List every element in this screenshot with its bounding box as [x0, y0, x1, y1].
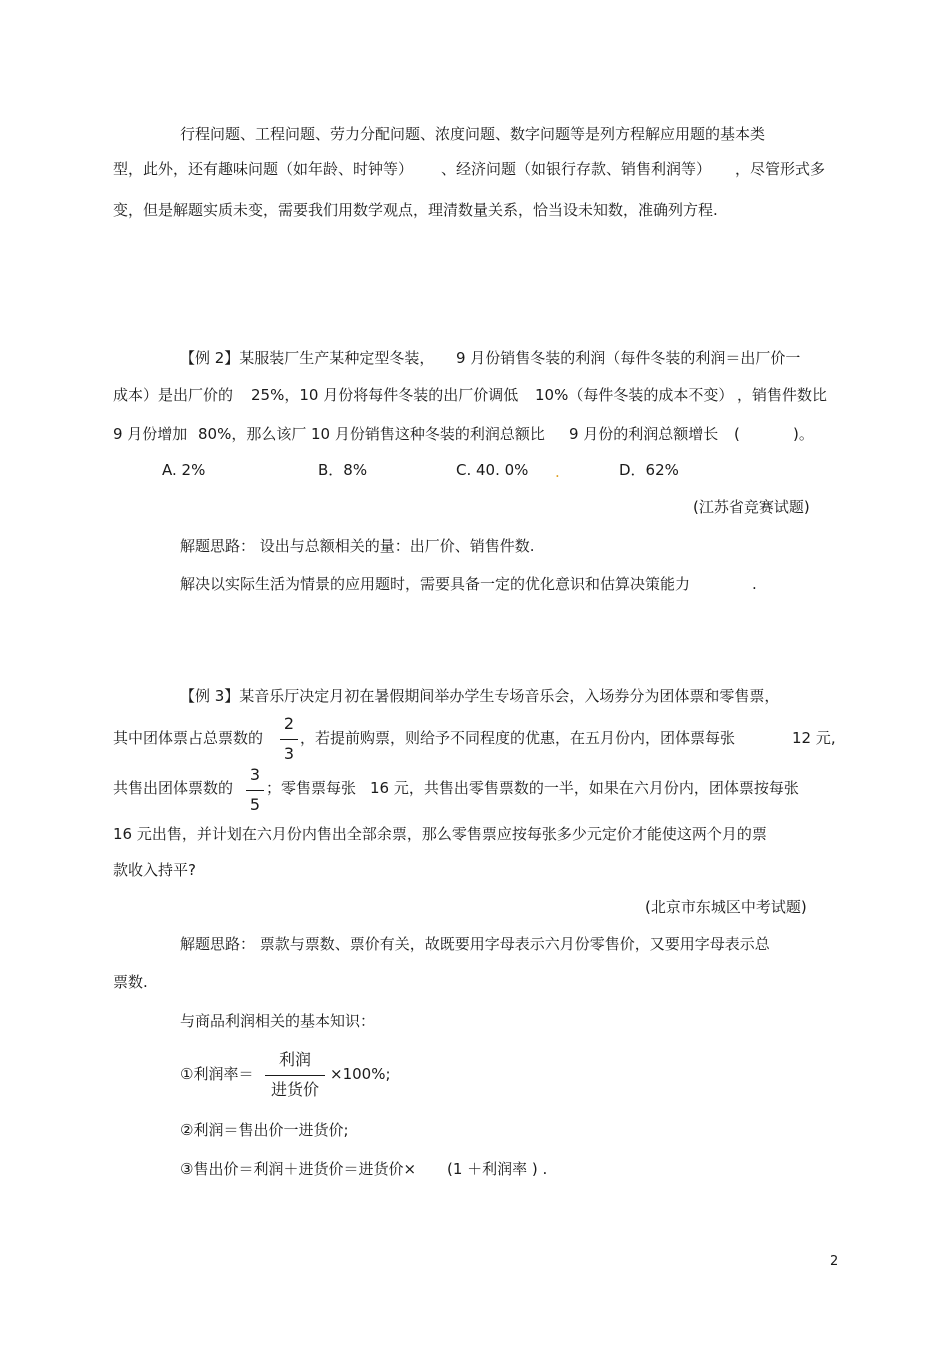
ex2-option-d: D．62%	[619, 461, 679, 479]
ex3-line-2a: 其中团体票占总票数的	[113, 729, 264, 747]
ex3-line-3a: 共售出团体票数的	[113, 779, 234, 797]
ex2-hint-2a: 解决以实际生活为情景的应用题时，需要具备一定的优化意识和估算决策能力	[180, 575, 691, 593]
page-number: 2	[830, 1254, 839, 1269]
ex3-line-4: 16 元出售，并计划在六月份内售出全部余票，那么零售票应按每张多少元定价才能使这两个月的票	[113, 825, 767, 843]
formula-3b: (1 ＋利润率 ) .	[447, 1160, 548, 1178]
fraction-two-thirds	[280, 714, 298, 766]
ex3-source: (北京市东城区中考试题)	[645, 898, 807, 916]
fraction-bar	[246, 790, 264, 791]
intro-line-2b: 、经济问题（如银行存款、销售利润等）	[441, 160, 712, 178]
ex3-line-2b: ，若提前购票，则给予不同程度的优惠，在五月份内，团体票每张	[300, 729, 736, 747]
ex2-source: (江苏省竞赛试题)	[693, 498, 810, 516]
ex3-line-2c: 12 元,	[792, 729, 836, 747]
fraction-three-fifths	[246, 765, 264, 817]
ex3-line-3b: ；零售票每张	[266, 779, 357, 797]
ex2-line-3d: 9 月份的利润总额增长	[569, 425, 719, 443]
intro-line-1: 行程问题、工程问题、劳力分配问题、浓度问题、数字问题等是列方程解应用题的基本类	[180, 125, 766, 143]
ex2-line-3b: 80%，那么该厂	[198, 425, 307, 443]
ex2-line-2c: 10%（每件冬装的成本不变）	[535, 386, 734, 404]
knowledge-title: 与商品利润相关的基本知识：	[180, 1012, 376, 1030]
formula-3a: ③售出价＝利润＋进货价＝进货价×	[180, 1160, 417, 1178]
ex2-answer-open: (	[734, 425, 740, 443]
ex2-hint-2b: .	[752, 575, 757, 593]
fraction-denominator: 进货价	[270, 1080, 319, 1099]
stray-mark: .	[555, 463, 560, 481]
intro-line-2c: ，尽管形式多	[735, 160, 826, 178]
ex3-hint-2: 票数.	[113, 973, 148, 991]
ex2-option-c: C. 40. 0%	[456, 461, 529, 479]
ex3-line-5: 款收入持平?	[113, 861, 196, 879]
ex2-option-b: B．8%	[318, 461, 368, 479]
ex2-line-3c: 10 月份销售这种冬装的利润总额比	[311, 425, 545, 443]
fraction-bar	[280, 739, 298, 740]
fraction-denominator: 3	[283, 744, 295, 763]
ex2-line-1b: 9 月份销售冬装的利润（每件冬装的利润＝出厂价一	[456, 349, 801, 367]
fraction-numerator: 2	[283, 714, 295, 733]
ex3-hint-1: 解题思路： 票款与票数、票价有关，故既要用字母表示六月份零售价，又要用字母表示总	[180, 935, 770, 953]
ex2-line-2d: ，销售件数比	[737, 386, 828, 404]
fraction-denominator: 5	[249, 795, 261, 814]
ex3-line-3c: 16 元，共售出零售票数的一半，如果在六月份内，团体票按每张	[370, 779, 799, 797]
ex2-line-2b: 25%，10 月份将每件冬装的出厂价调低	[251, 386, 519, 404]
ex2-line-1a: 【例 2】某服装厂生产某种定型冬装，	[180, 349, 435, 367]
intro-line-2a: 型，此外，还有趣味问题（如年龄、时钟等）	[113, 160, 414, 178]
formula-1b: ×100%;	[330, 1065, 391, 1083]
formula-1a: ①利润率＝	[180, 1065, 254, 1083]
ex2-answer-close: )。	[793, 425, 814, 443]
ex3-line-1: 【例 3】某音乐厅决定月初在暑假期间举办学生专场音乐会，入场券分为团体票和零售票，	[180, 687, 780, 705]
fraction-bar	[265, 1075, 325, 1076]
ex2-line-3a: 9 月份增加	[113, 425, 188, 443]
ex2-line-2a: 成本）是出厂价的	[113, 386, 234, 404]
fraction-numerator: 3	[249, 765, 261, 784]
intro-line-3: 变，但是解题实质未变，需要我们用数学观点，理清数量关系，恰当设未知数，准确列方程.	[113, 201, 718, 219]
ex2-option-a: A. 2%	[162, 461, 206, 479]
fraction-profit-over-cost	[265, 1050, 325, 1102]
ex2-hint-1: 解题思路： 设出与总额相关的量：出厂价、销售件数.	[180, 537, 535, 555]
formula-2: ②利润＝售出价一进货价;	[180, 1121, 349, 1139]
fraction-numerator: 利润	[278, 1050, 311, 1069]
